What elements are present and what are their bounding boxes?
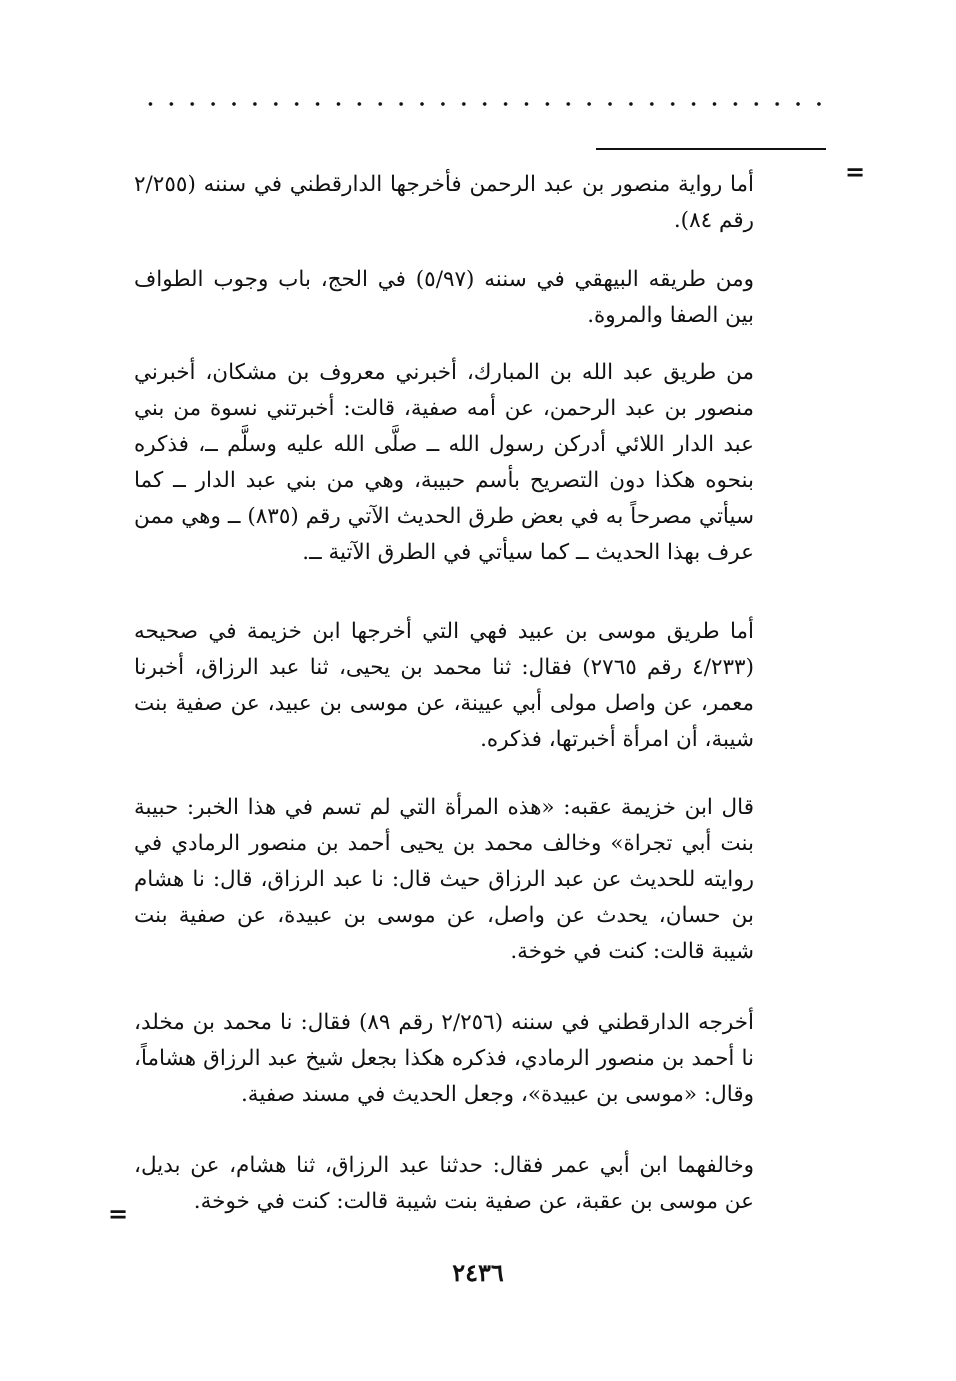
paragraph-3: من طريق عبد الله بن المبارك، أخبرني معروف بن مشكان، أخبرني منصور بن عبد الرحمن، عن أمه صفية، قالت: أخبرتني نسوة من بني عبد الدار اللائي أدركن رسول الله ــ صلَّى الله عليه وسلَّم ــ، فذكره بنحوه هكذا دون التصريح بأسم حبيبة، وهي من بني عبد الدار ــ كما سيأتي مصرحاً به في بعض طرق الحديث الآتي رقم (٨٣٥) ــ وهي ممن عرف بهذا الحديث ــ كما سيأتي في الطرق الآتية ــ. [134,360,754,565]
paragraph-2: ومن طريقه البيهقي في سننه (٥/٩٧) في الحج، باب وجوب الطواف بين الصفا والمروة. [134,267,754,328]
paragraph-6: أخرجه الدارقطني في سننه (٢/٢٥٦ رقم ٨٩) فقال: نا محمد بن مخلد، نا أحمد بن منصور الرمادي، فذكره هكذا بجعل شيخ عبد الرزاق هشاماً، وقال: «موسى بن عبيدة»، وجعل الحديث في مسند صفية. [134,1010,754,1107]
page-number: ٢٤٣٦ [452,1258,504,1287]
paragraph-5: قال ابن خزيمة عقبه: «هذه المرأة التي لم تسم في هذا الخبر: حبيبة بنت أبي تجراة» وخالف محمد بن يحيى أحمد بن منصور الرمادي في روايته للحديث عن عبد الرزاق حيث قال: نا عبد الرزاق، قال: نا هشام بن حسان، يحدث عن واصل، عن موسى بن عبيدة، عن صفية بنت شيبة قالت: كنت في خوخة. [134,795,754,964]
continuation-mark-bottom: = [108,1199,129,1228]
paragraph-4: أما طريق موسى بن عبيد فهي التي أخرجها ابن خزيمة في صحيحه (٤/٢٣٣ رقم ٢٧٦٥) فقال: ثنا محمد بن يحيى، ثنا عبد الرزاق، أخبرنا معمر، عن واصل مولى أبي عيينة، عن موسى بن عبيد، عن صفية بنت شيبة، أن امرأة أخبرتها، فذكره. [134,619,754,752]
paragraph-1: أما رواية منصور بن عبد الرحمن فأخرجها الدارقطني في سننه (٢/٢٥٥ رقم ٨٤). [134,172,754,233]
continuation-mark-top: = [845,157,866,186]
paragraph-7: وخالفهما ابن أبي عمر فقال: حدثنا عبد الرزاق، ثنا هشام، عن بديل، عن موسى بن عقبة، عن صفية بنت شيبة قالت: كنت في خوخة. [134,1153,754,1214]
footnote-rule [596,148,826,150]
dotted-separator [140,100,828,108]
